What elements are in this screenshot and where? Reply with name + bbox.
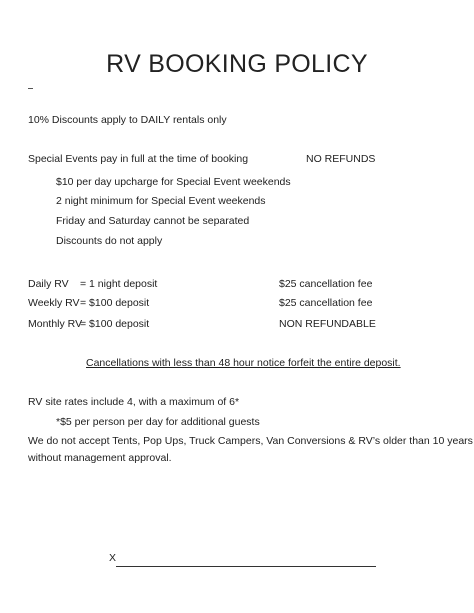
site-rates-note: RV site rates include 4, with a maximum of 6* <box>28 396 240 408</box>
rate-fee-daily: $25 cancellation fee <box>279 278 373 290</box>
restriction-line: We do not accept Tents, Pop Ups, Truck Campers, Van Conversions & RV’s older than 10 years <box>28 435 473 447</box>
rate-deposit-daily: = 1 night deposit <box>80 278 158 290</box>
rate-deposit-monthly: = $100 deposit <box>80 318 150 330</box>
rate-fee-weekly: $25 cancellation fee <box>279 297 373 309</box>
special-event-item: 2 night minimum for Special Event weekends <box>56 195 266 207</box>
rate-type-monthly: Monthly RV <box>28 318 83 330</box>
cancellation-note: Cancellations with less than 48 hour notice forfeit the entire deposit. <box>86 357 401 369</box>
discounts-note: 10% Discounts apply to DAILY rentals only <box>28 114 227 126</box>
special-event-item: $10 per day upcharge for Special Event weekends <box>56 176 291 188</box>
stray-mark <box>28 88 33 89</box>
signature-line[interactable] <box>116 566 376 567</box>
signature-x: X <box>109 552 117 564</box>
rate-type-daily: Daily RV <box>28 278 69 290</box>
special-events-heading: Special Events pay in full at the time of booking <box>28 153 249 165</box>
no-refunds-note: NO REFUNDS <box>306 153 376 165</box>
special-event-item: Discounts do not apply <box>56 235 163 247</box>
rate-fee-monthly: NON REFUNDABLE <box>279 318 376 330</box>
rate-deposit-weekly: = $100 deposit <box>80 297 150 309</box>
special-event-item: Friday and Saturday cannot be separated <box>56 215 250 227</box>
rate-type-weekly: Weekly RV <box>28 297 80 309</box>
guest-fee-note: *$5 per person per day for additional guests <box>56 416 260 428</box>
restriction-line: without management approval. <box>28 452 172 464</box>
page-title: RV BOOKING POLICY <box>106 50 368 78</box>
